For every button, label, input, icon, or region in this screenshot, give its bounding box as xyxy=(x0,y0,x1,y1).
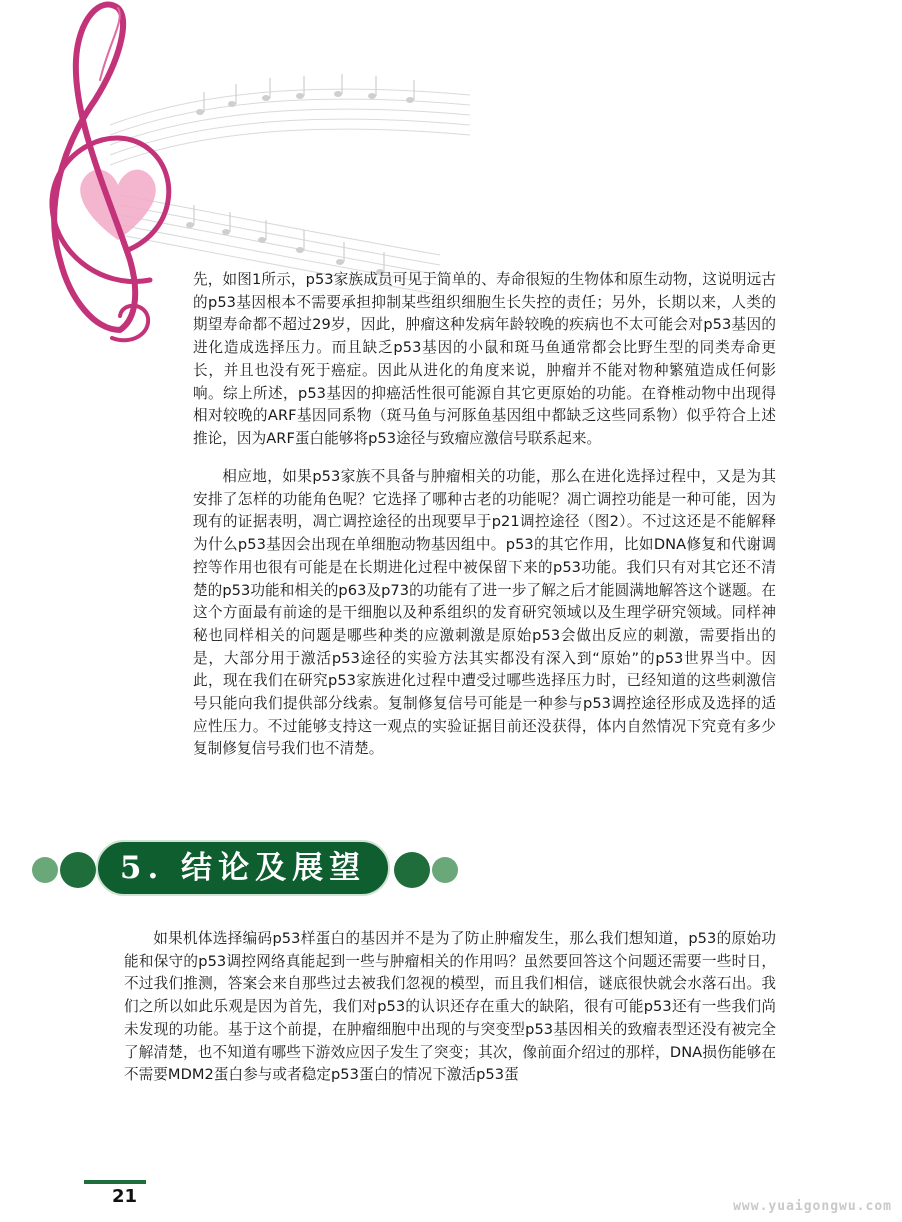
watermark: www.yuaigongwu.com xyxy=(733,1199,892,1214)
body-paragraph-1: 先，如图1所示，p53家族成员可见于简单的、寿命很短的生物体和原生动物，这说明远古的p53基因根本不需要承担抑制某些组织细胞生长失控的责任；另外，长期以来，人类的期望寿命都不超过29岁，因此，肿瘤这种发病年龄较晚的疾病也不太可能会对p53基因的进化造成选择压力。而且缺乏p53基因的小鼠和斑马鱼通常都会比野生型的同类寿命更长，并且也没有死于癌症。因此从进化的角度来说，肿瘤并不能对物种繁殖造成任何影响。综上所述，p53基因的抑癌活性很可能源自其它更原始的功能。在脊椎动物中出现得相对较晚的ARF基因同系物（斑马鱼与河豚鱼基因组中都缺乏这些同系物）似乎符合上述推论，因为ARF蛋白能够将p53途径与致瘤应激信号联系起来。 xyxy=(193,271,776,447)
page-number: 21 xyxy=(112,1186,138,1207)
heading-dot-right-large xyxy=(394,852,430,888)
heading-dot-left-large xyxy=(60,852,96,888)
heading-dot-right-small xyxy=(432,857,458,883)
section-heading-banner xyxy=(28,838,468,898)
section-heading: 5. 结论及展望 xyxy=(96,840,390,896)
page-number-rule xyxy=(84,1180,146,1184)
body-paragraph-2: 相应地，如果p53家族不具备与肿瘤相关的功能，那么在进化选择过程中，又是为其安排了怎样的功能角色呢？它选择了哪种古老的功能呢？凋亡调控功能是一种可能，因为现有的证据表明，凋亡调控途径的出现要早于p21调控途径（图2）。不过这还是不能解释为什么p53基因会出现在单细胞动物基因组中。p53的其它作用，比如DNA修复和代谢调控等作用也很有可能是在长期进化过程中被保留下来的p53功能。我们只有对其它还不清楚的p53功能和相关的p63及p73的功能有了进一步了解之后才能圆满地解答这个谜题。在这个方面最有前途的是干细胞以及种系组织的发育研究领域以及生理学研究领域。同样神秘也同样相关的问题是哪些种类的应激刺激是原始p53会做出反应的刺激，需要指出的是，大部分用于激活p53途径的实验方法其实都没有深入到“原始”的p53世界当中。因此，现在我们在研究p53家族进化过程中遭受过哪些选择压力时，已经知道的这些刺激信号只能向我们提供部分线索。复制修复信号可能是一种参与p53调控途径形成及选择的适应性压力。不过能够支持这一观点的实验证据目前还没获得，体内自然情况下究竟有多少复制修复信号我们也不清楚。 xyxy=(193,468,776,758)
heading-dot-left-small xyxy=(32,857,58,883)
body-paragraph-3: 如果机体选择编码p53样蛋白的基因并不是为了防止肿瘤发生，那么我们想知道，p53的原始功能和保守的p53调控网络真能起到一些与肿瘤相关的作用吗？虽然要回答这个问题还需要一些时日，不过我们推测，答案会来自那些过去被我们忽视的模型，而且我们相信，谜底很快就会水落石出。我们之所以如此乐观是因为首先，我们对p53的认识还存在重大的缺陷，很有可能p53还有一些我们尚未发现的功能。基于这个前提，在肿瘤细胞中出现的与突变型p53基因相关的致瘤表型还没有被完全了解清楚，也不知道有哪些下游效应因子发生了突变；其次，像前面介绍过的那样，DNA损伤能够在不需要MDM2蛋白参与或者稳定p53蛋白的情况下激活p53蛋 xyxy=(124,930,776,1084)
